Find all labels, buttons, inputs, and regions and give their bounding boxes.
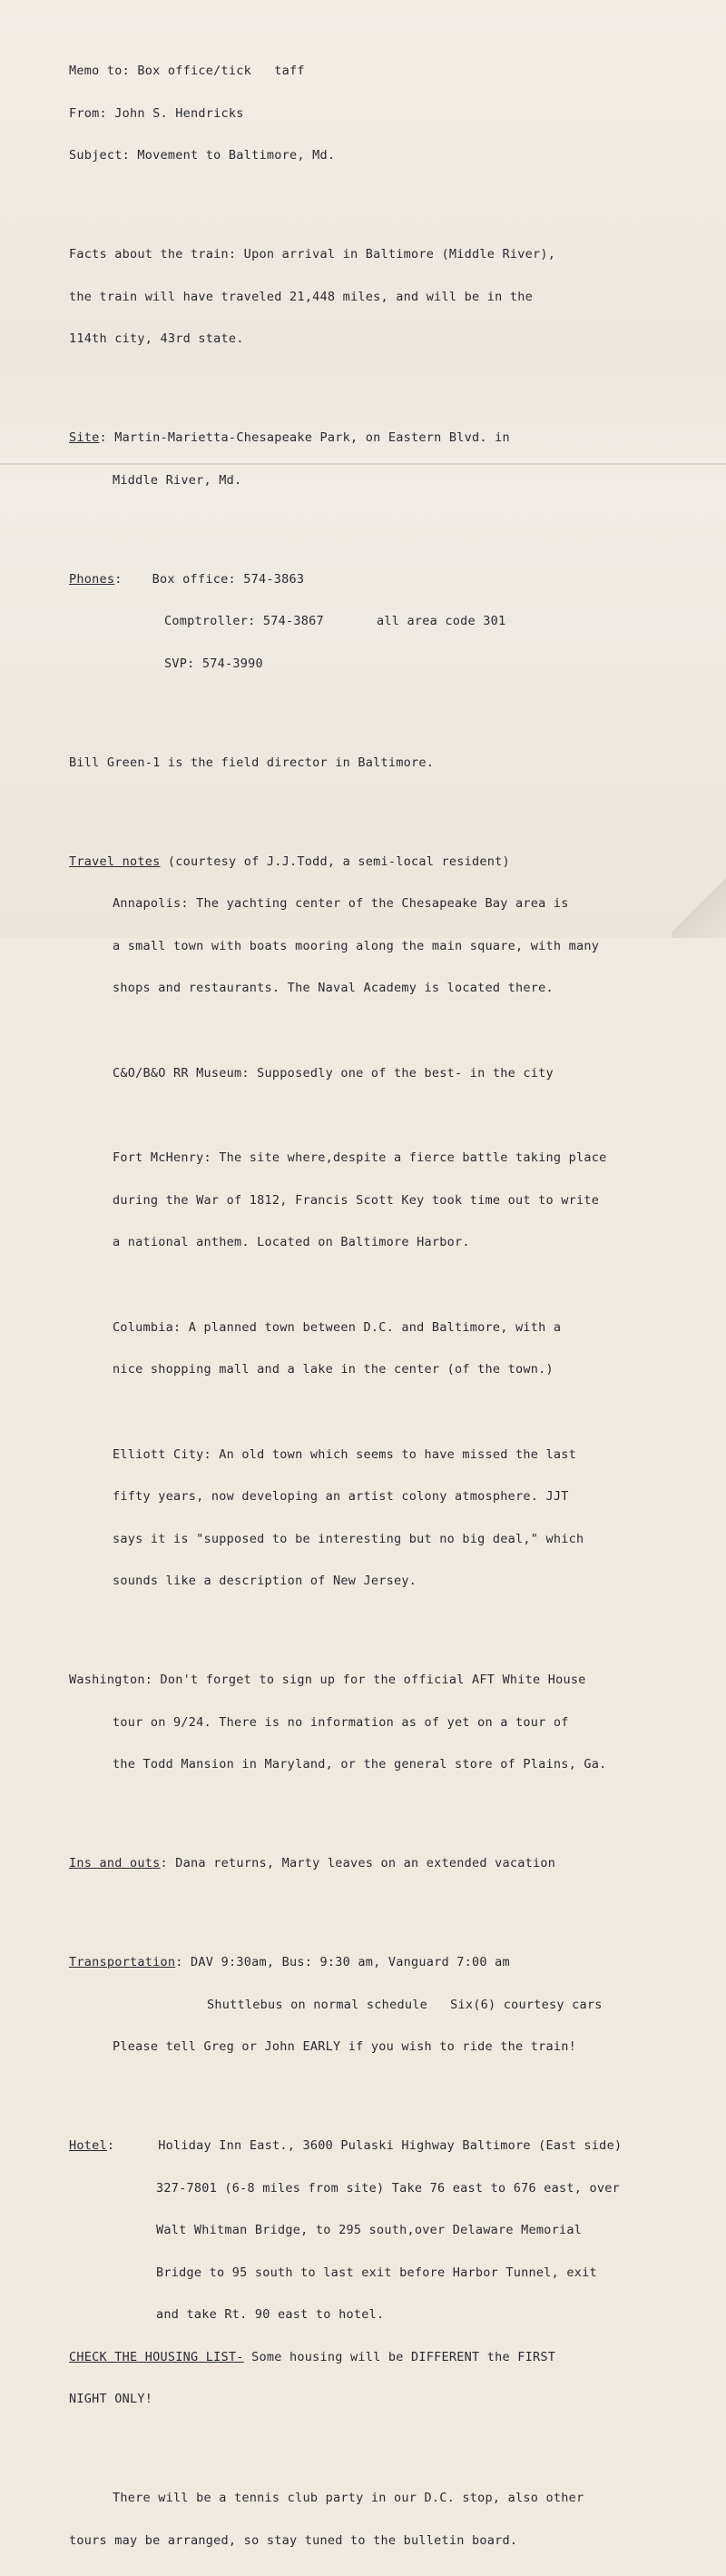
hotel-line-3: Walt Whitman Bridge, to 295 south,over Delaware Memorial (156, 2223, 583, 2237)
elliott-line: says it is "supposed to be interesting but no big deal," which (113, 1531, 584, 1546)
ins-outs-line (69, 1857, 704, 1871)
annapolis-line: Annapolis: The yachting center of the Chesapeake Bay area is (113, 896, 569, 911)
transportation-label: Transportation (69, 1955, 176, 1969)
annapolis-line: a small town with boats mooring along the main square, with many (113, 938, 600, 953)
mchenry-line: Fort McHenry: The site where,despite a fierce battle taking place (113, 1150, 607, 1165)
hotel-line-2: 327-7801 (6-8 miles from site) Take 76 east to 676 east, over (156, 2180, 621, 2196)
closing-line: There will be a tennis club party in our D.C. stop, also other (113, 2491, 584, 2505)
washington-line: Washington: Don't forget to sign up for the official AFT White House (69, 1673, 586, 1687)
columbia-line: Columbia: A planned town between D.C. and Baltimore, with a (113, 1319, 562, 1335)
washington-line: the Todd Mansion in Maryland, or the general store of Plains, Ga. (113, 1757, 607, 1772)
facts-line: the train will have traveled 21,448 miles, and will be in the (69, 289, 534, 304)
travel-notes-line (69, 855, 704, 870)
site-label: Site (69, 430, 100, 445)
elliott-line: Elliott City: An old town which seems to have missed the last (113, 1446, 577, 1462)
housing-line (69, 2351, 704, 2365)
columbia-line: nice shopping mall and a lake in the center (of the town.) (113, 1362, 554, 1377)
subject-line: Subject: Movement to Baltimore, Md. (69, 148, 336, 163)
hotel-line-4: Bridge to 95 south to last exit before Harbor Tunnel, exit (156, 2265, 597, 2280)
transportation-line (69, 1956, 704, 1970)
hotel-line-5: and take Rt. 90 east to hotel. (156, 2307, 385, 2322)
hotel-line (69, 2139, 704, 2154)
site-line (69, 431, 704, 446)
housing-text: Some housing will be DIFFERENT the FIRST (243, 2349, 556, 2364)
travel-notes-intro: (courtesy of J.J.Todd, a semi-local resident) (160, 854, 510, 869)
field-director-line: Bill Green-1 is the field director in Baltimore. (69, 755, 435, 770)
memo-body (69, 36, 704, 2576)
hotel-label: Hotel (69, 2138, 107, 2153)
memo-to-line: Memo to: Box office/tick taff (69, 64, 305, 78)
phones-colon: : (114, 571, 123, 587)
area-code-note: all area code 301 (376, 614, 506, 628)
mchenry-line: during the War of 1812, Francis Scott Key took time out to write (113, 1192, 600, 1208)
facts-line: 114th city, 43rd state. (69, 331, 244, 346)
transportation-line-2: Shuttlebus on normal schedule Six(6) courtesy cars (207, 1997, 603, 2012)
hotel-colon: : (106, 2138, 115, 2153)
elliott-line: sounds like a description of New Jersey. (113, 1574, 417, 1588)
transportation-line-3: Please tell Greg or John EARLY if you wish to ride the train! (113, 2039, 577, 2054)
annapolis-line: shops and restaurants. The Naval Academy is located there. (113, 981, 554, 995)
housing-label: CHECK THE HOUSING LIST- (69, 2349, 244, 2364)
closing-line: tours may be arranged, so stay tuned to the bulletin board. (69, 2532, 518, 2548)
comptroller-line (69, 615, 704, 629)
from-line: From: John S. Hendricks (69, 105, 244, 121)
mchenry-line: a national anthem. Located on Baltimore Harbor. (113, 1235, 470, 1249)
ins-outs-text: : Dana returns, Marty leaves on an extended vacation (160, 1856, 556, 1870)
facts-line: Facts about the train: Upon arrival in Baltimore (Middle River), (69, 247, 556, 262)
hotel-text: Holiday Inn East., 3600 Pulaski Highway Baltimore (East side) (158, 2138, 623, 2153)
comptroller-phone: Comptroller: 574-3867 (164, 614, 324, 628)
museum-line: C&O/B&O RR Museum: Supposedly one of the best- in the city (113, 1065, 554, 1081)
housing-line-2: NIGHT ONLY! (69, 2392, 153, 2406)
phones-line (69, 573, 704, 587)
travel-notes-label: Travel notes (69, 854, 161, 869)
box-office-phone: Box office: 574-3863 (152, 571, 305, 587)
phones-label: Phones (69, 571, 115, 587)
svp-phone: SVP: 574-3990 (164, 656, 263, 671)
site-text: : Martin-Marietta-Chesapeake Park, on Eastern Blvd. in (99, 430, 510, 445)
washington-line: tour on 9/24. There is no information as of yet on a tour of (113, 1714, 569, 1730)
transportation-text: : DAV 9:30am, Bus: 9:30 am, Vanguard 7:00 am (175, 1955, 510, 1969)
site-line-2: Middle River, Md. (113, 472, 242, 488)
elliott-line: fifty years, now developing an artist colony atmosphere. JJT (113, 1489, 569, 1504)
ins-outs-label: Ins and outs (69, 1856, 161, 1870)
